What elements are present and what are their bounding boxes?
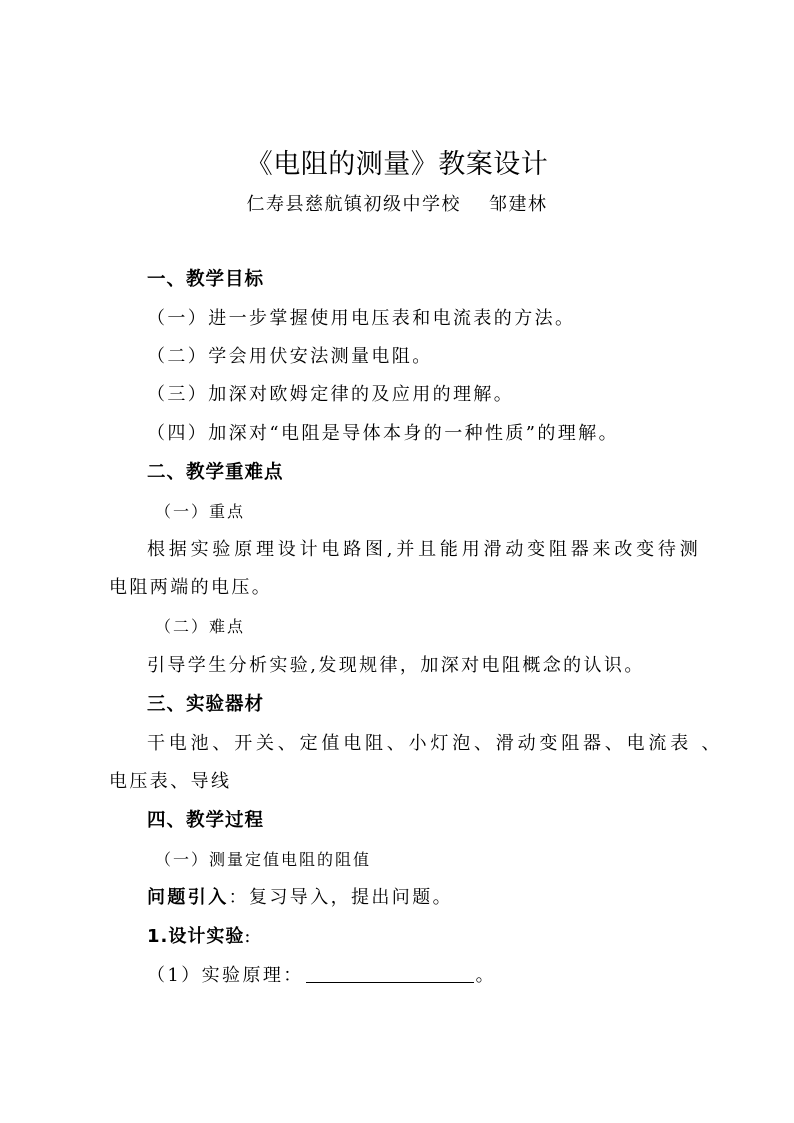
principle-blank bbox=[306, 964, 474, 983]
process-sub-label: （一）测量定值电阻的阻值 bbox=[155, 850, 372, 869]
step-label: 1.设计实验 bbox=[147, 926, 245, 947]
difficulty-text: 引导学生分析实验,发现规律，加深对电阻概念的认识。 bbox=[147, 655, 645, 676]
equipment-text-cont: 电压表、导线 bbox=[109, 771, 232, 792]
objective-item-4: （四）加深对“电阻是导体本身的一种性质”的理解。 bbox=[147, 423, 620, 444]
objective-item-3: （三）加深对欧姆定律的及应用的理解。 bbox=[147, 384, 515, 405]
section-heading-process: 四、教学过程 bbox=[147, 810, 265, 831]
section-heading-key-points: 二、教学重难点 bbox=[147, 462, 284, 483]
step-colon: : bbox=[244, 926, 251, 947]
intro-text: ：复习导入，提出问题。 bbox=[228, 887, 454, 908]
author-name: 邹建林 bbox=[489, 194, 548, 215]
key-point-label: （一）重点 bbox=[155, 502, 246, 521]
author-line bbox=[0, 190, 794, 216]
difficulty-label: （二）难点 bbox=[155, 617, 246, 636]
intro-label: 问题引入 bbox=[147, 887, 229, 908]
equipment-text: 干电池、开关、定值电阻、小灯泡、滑动变阻器、电流表 、 bbox=[147, 733, 724, 754]
objective-item-2: （二）学会用伏安法测量电阻。 bbox=[147, 346, 433, 367]
key-point-text: 根据实验原理设计电路图,并且能用滑动变阻器来改变待测 bbox=[147, 539, 702, 560]
principle-line bbox=[147, 964, 496, 988]
intro-line bbox=[147, 886, 453, 910]
section-heading-equipment: 三、实验器材 bbox=[147, 694, 265, 715]
document-title: 《电阻的测量》教案设计 bbox=[245, 149, 549, 180]
principle-label: （1）实验原理： bbox=[147, 965, 304, 986]
objective-item-1: （一）进一步掌握使用电压表和电流表的方法。 bbox=[147, 308, 576, 329]
section-heading-objectives: 一、教学目标 bbox=[147, 269, 265, 290]
step-line bbox=[147, 925, 250, 949]
school-name: 仁寿县慈航镇初级中学校 bbox=[246, 194, 461, 215]
principle-end: 。 bbox=[475, 965, 497, 986]
key-point-text-cont: 电阻两端的电压。 bbox=[109, 577, 273, 598]
